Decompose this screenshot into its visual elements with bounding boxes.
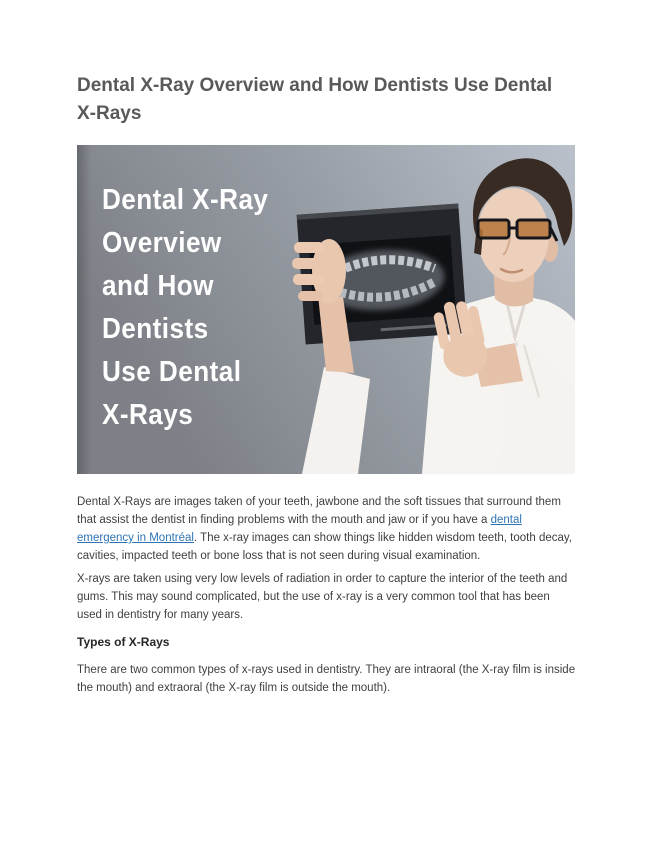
paragraph-radiation: X-rays are taken using very low levels of radiation in order to capture the interior of the teeth and gums. This may sound complicated, but the use of x-ray is a very common tool that has been used in dentistry for many years. (77, 573, 568, 621)
page-title-line-2: X-Rays (77, 103, 142, 124)
glasses (478, 220, 557, 241)
hero-title-line: Dentists (102, 313, 209, 345)
paragraph-types: There are two common types of x-rays used in dentistry. They are intraoral (the X-ray film is inside the mouth) and extraoral (the X-ray film is outside the mouth). (77, 664, 576, 694)
hero-title-line: X-Rays (102, 399, 194, 431)
intro-text-after-link: . The x-ray images can show things like hidden wisdom teeth, tooth decay, cavities, impacted teeth or bone loss that is not seen during visual examination. (77, 532, 572, 562)
section-heading-types: Types of X-Rays (77, 635, 170, 649)
hero-title-line: Use Dental (102, 356, 242, 388)
page-title-line-1: Dental X-Ray Overview and How Dentists Use Dental (77, 75, 553, 96)
page-title (77, 72, 597, 128)
hero-image (77, 145, 575, 474)
hero-title-line: and How (102, 270, 214, 302)
link-dental-emergency[interactable]: dental emergency in Montréal (77, 514, 522, 544)
hero-title-line: Overview (102, 227, 222, 259)
paragraph-intro (77, 493, 577, 565)
hero-overlay-title (102, 179, 268, 437)
intro-text-before-link: Dental X-Rays are images taken of your teeth, jawbone and the soft tissues that surround them that assist the dentist in finding problems with the mouth and jaw or if you have a (77, 496, 561, 526)
hero-title-line: Dental X-Ray (102, 184, 269, 216)
